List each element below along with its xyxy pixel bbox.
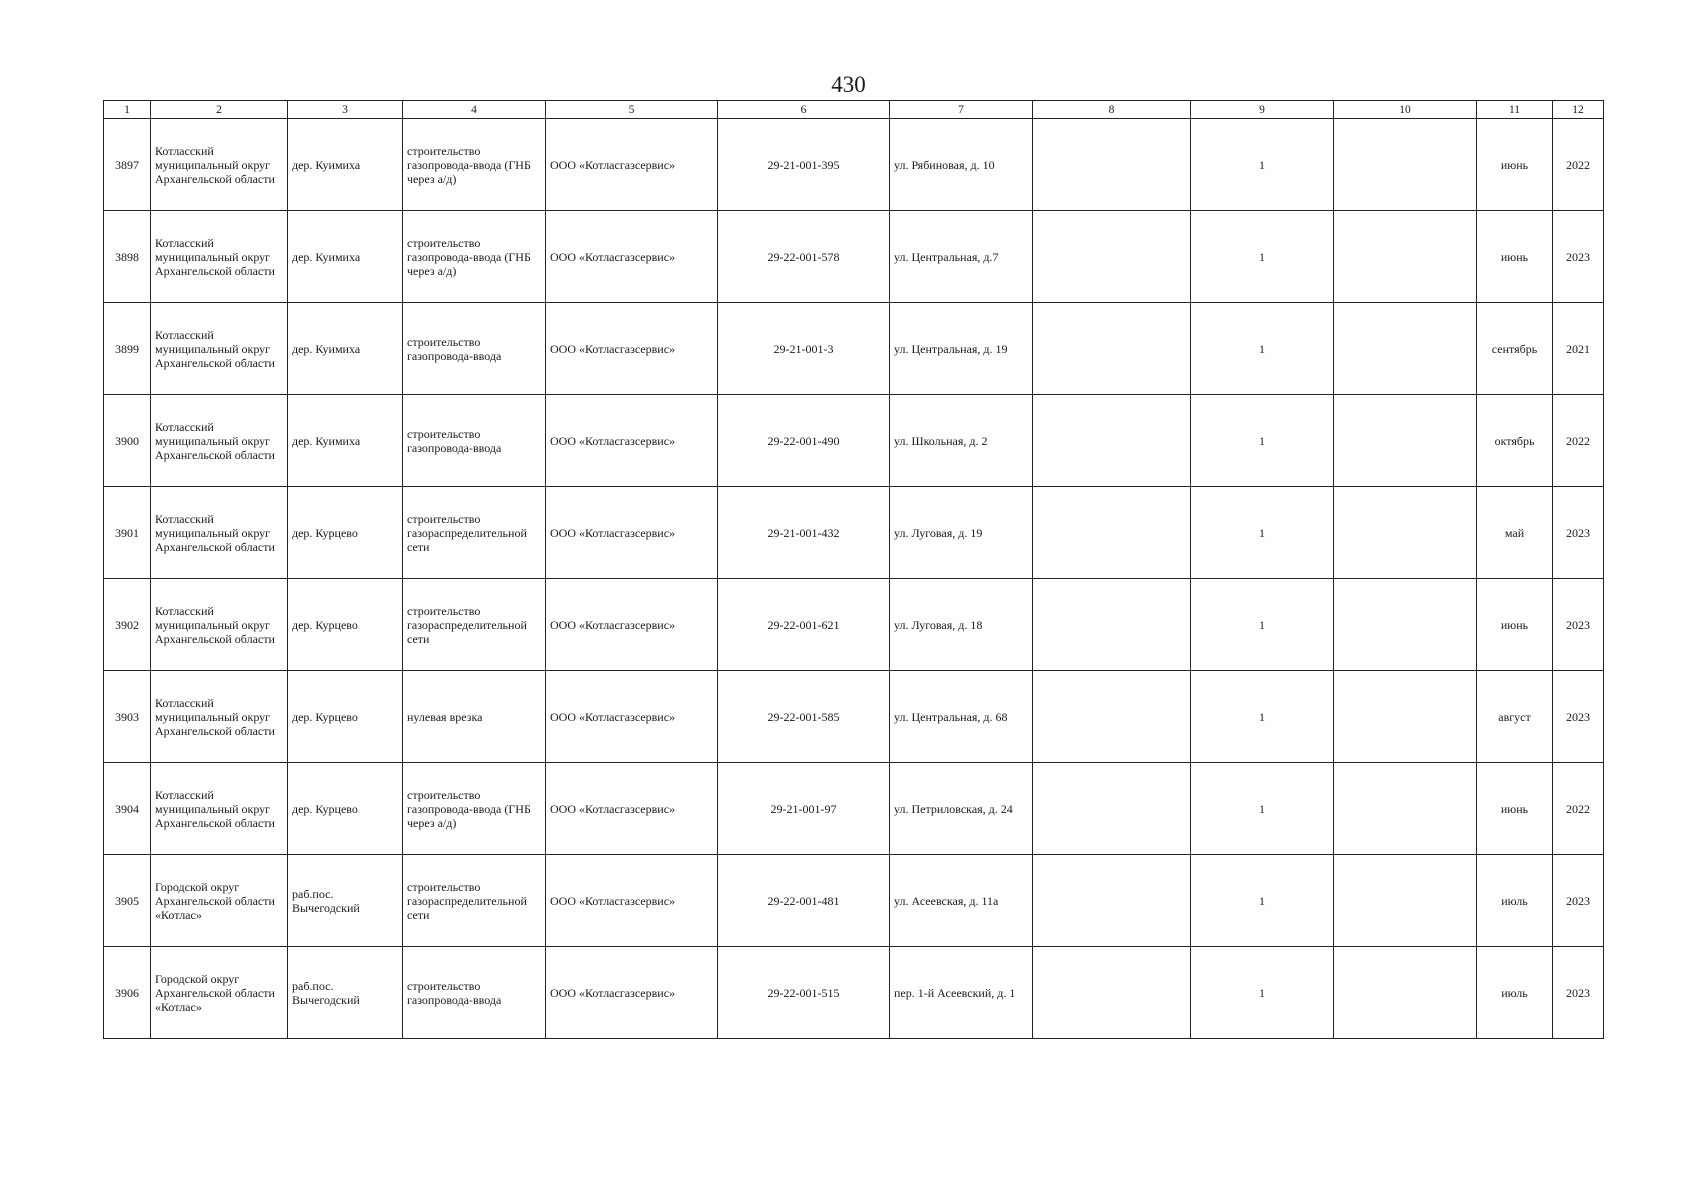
column-8-cell: [1033, 855, 1191, 947]
address-cell-text: ул. Асеевская, д. 11а: [894, 893, 999, 908]
column-header: 1: [104, 101, 151, 119]
organization-cell-text: ООО «Котласгазсервис»: [550, 433, 676, 448]
row-number-cell-text: 3901: [115, 525, 139, 540]
year-cell-text: 2023: [1566, 893, 1590, 908]
column-header: 4: [403, 101, 546, 119]
locality-cell-text: дер. Курцево: [292, 617, 358, 632]
organization-cell-text: ООО «Котласгазсервис»: [550, 893, 676, 908]
municipality-cell-text: Городской округ Архангельской области «Котлас»: [155, 971, 275, 1014]
quantity-cell: [1191, 119, 1334, 211]
quantity-cell: [1191, 211, 1334, 303]
column-8-cell: [1033, 671, 1191, 763]
quantity-cell-text: 1: [1259, 341, 1265, 356]
month-cell: [1477, 211, 1553, 303]
municipality-cell-text: Котласский муниципальный округ Архангельской области: [155, 603, 275, 646]
month-cell-text: август: [1498, 709, 1531, 724]
municipality-cell: [151, 395, 288, 487]
month-cell: [1477, 855, 1553, 947]
organization-cell: [546, 671, 718, 763]
address-cell: [890, 855, 1033, 947]
object-code-cell-text: 29-22-001-621: [767, 617, 840, 632]
work-type-cell-text: строительство газопровода-ввода (ГНБ через а/д): [407, 787, 531, 830]
organization-cell-text: ООО «Котласгазсервис»: [550, 985, 676, 1000]
municipality-cell: [151, 579, 288, 671]
work-type-cell: [403, 119, 546, 211]
month-cell-text: июль: [1501, 893, 1528, 908]
column-10-cell: [1334, 855, 1477, 947]
row-number-cell-text: 3902: [115, 617, 139, 632]
work-type-cell-text: строительство газопровода-ввода: [407, 426, 502, 455]
quantity-cell: [1191, 763, 1334, 855]
column-8-cell: [1033, 211, 1191, 303]
object-code-cell: [718, 671, 890, 763]
locality-cell-text: дер. Курцево: [292, 709, 358, 724]
year-cell-text: 2023: [1566, 709, 1590, 724]
quantity-cell: [1191, 395, 1334, 487]
table-row: [104, 855, 1604, 947]
month-cell-text: июнь: [1500, 617, 1529, 632]
address-cell-text: ул. Центральная, д. 19: [894, 341, 1008, 356]
row-number-cell-text: 3898: [115, 249, 139, 264]
locality-cell: [288, 947, 403, 1039]
month-cell: [1477, 579, 1553, 671]
object-code-cell-text: 29-22-001-515: [767, 985, 840, 1000]
object-code-cell: [718, 487, 890, 579]
object-code-cell: [718, 947, 890, 1039]
column-header: 11: [1477, 101, 1553, 119]
address-cell-text: ул. Петриловская, д. 24: [894, 801, 1013, 816]
object-code-cell-text: 29-21-001-97: [770, 801, 837, 816]
month-cell-text: июль: [1501, 985, 1528, 1000]
column-header: 9: [1191, 101, 1334, 119]
address-cell: [890, 763, 1033, 855]
quantity-cell-text: 1: [1259, 433, 1265, 448]
column-8-cell: [1033, 395, 1191, 487]
quantity-cell: [1191, 303, 1334, 395]
year-cell: [1553, 395, 1604, 487]
year-cell: [1553, 947, 1604, 1039]
row-number-cell-text: 3900: [115, 433, 139, 448]
locality-cell-text: дер. Курцево: [292, 525, 358, 540]
month-cell: [1477, 947, 1553, 1039]
column-header: 12: [1553, 101, 1604, 119]
locality-cell-text: раб.пос. Вычегодский: [292, 886, 360, 915]
organization-cell: [546, 211, 718, 303]
year-cell-text: 2022: [1566, 157, 1590, 172]
work-type-cell: [403, 303, 546, 395]
municipality-cell-text: Котласский муниципальный округ Архангельской области: [155, 235, 275, 278]
quantity-cell-text: 1: [1259, 801, 1265, 816]
work-type-cell: [403, 947, 546, 1039]
organization-cell-text: ООО «Котласгазсервис»: [550, 525, 676, 540]
column-header: 5: [546, 101, 718, 119]
municipality-cell-text: Городской округ Архангельской области «Котлас»: [155, 879, 275, 922]
organization-cell-text: ООО «Котласгазсервис»: [550, 617, 676, 632]
work-type-cell-text: строительство газораспределительной сети: [407, 879, 527, 922]
column-10-cell: [1334, 395, 1477, 487]
column-header: 7: [890, 101, 1033, 119]
work-type-cell: [403, 855, 546, 947]
table-row: [104, 395, 1604, 487]
municipality-cell: [151, 487, 288, 579]
organization-cell: [546, 763, 718, 855]
work-type-cell-text: строительство газопровода-ввода (ГНБ через а/д): [407, 143, 531, 186]
year-cell-text: 2021: [1566, 341, 1590, 356]
locality-cell-text: дер. Куимиха: [292, 157, 361, 172]
table-row: [104, 119, 1604, 211]
page-number: 430: [831, 72, 866, 97]
locality-cell: [288, 671, 403, 763]
month-cell-text: июнь: [1500, 249, 1529, 264]
quantity-cell: [1191, 947, 1334, 1039]
row-number-cell: [104, 671, 151, 763]
row-number-cell: [104, 855, 151, 947]
row-number-cell: [104, 487, 151, 579]
month-cell-text: сентябрь: [1491, 341, 1538, 356]
column-8-cell: [1033, 947, 1191, 1039]
work-type-cell-text: строительство газораспределительной сети: [407, 511, 527, 554]
column-header: 2: [151, 101, 288, 119]
address-cell-text: ул. Центральная, д.7: [894, 249, 999, 264]
organization-cell: [546, 119, 718, 211]
municipality-cell: [151, 119, 288, 211]
locality-cell: [288, 579, 403, 671]
organization-cell: [546, 395, 718, 487]
month-cell-text: июнь: [1500, 801, 1529, 816]
column-8-cell: [1033, 119, 1191, 211]
object-code-cell: [718, 763, 890, 855]
table-row: [104, 211, 1604, 303]
row-number-cell-text: 3906: [115, 985, 139, 1000]
object-code-cell: [718, 303, 890, 395]
row-number-cell: [104, 763, 151, 855]
municipality-cell-text: Котласский муниципальный округ Архангельской области: [155, 419, 275, 462]
year-cell-text: 2023: [1566, 617, 1590, 632]
address-cell-text: пер. 1-й Асеевский, д. 1: [894, 985, 1016, 1000]
column-10-cell: [1334, 119, 1477, 211]
row-number-cell-text: 3904: [115, 801, 139, 816]
address-cell-text: ул. Луговая, д. 19: [894, 525, 983, 540]
quantity-cell: [1191, 855, 1334, 947]
quantity-cell-text: 1: [1259, 617, 1265, 632]
work-type-cell-text: нулевая врезка: [407, 709, 483, 724]
work-type-cell: [403, 211, 546, 303]
row-number-cell-text: 3897: [115, 157, 139, 172]
year-cell: [1553, 119, 1604, 211]
municipality-cell: [151, 947, 288, 1039]
object-code-cell-text: 29-22-001-490: [767, 433, 840, 448]
table-row: [104, 671, 1604, 763]
address-cell-text: ул. Луговая, д. 18: [894, 617, 983, 632]
year-cell-text: 2023: [1566, 985, 1590, 1000]
address-cell: [890, 671, 1033, 763]
locality-cell: [288, 119, 403, 211]
locality-cell-text: дер. Куимиха: [292, 249, 361, 264]
month-cell: [1477, 395, 1553, 487]
column-header: 3: [288, 101, 403, 119]
column-header: 8: [1033, 101, 1191, 119]
locality-cell-text: дер. Куимиха: [292, 341, 361, 356]
month-cell: [1477, 119, 1553, 211]
table-row: [104, 947, 1604, 1039]
object-code-cell-text: 29-21-001-3: [773, 341, 834, 356]
organization-cell: [546, 579, 718, 671]
municipality-cell: [151, 763, 288, 855]
month-cell-text: июнь: [1500, 157, 1529, 172]
year-cell: [1553, 579, 1604, 671]
month-cell-text: май: [1504, 525, 1525, 540]
year-cell-text: 2023: [1566, 249, 1590, 264]
column-8-cell: [1033, 487, 1191, 579]
column-10-cell: [1334, 487, 1477, 579]
locality-cell: [288, 487, 403, 579]
organization-cell-text: ООО «Котласгазсервис»: [550, 249, 676, 264]
object-code-cell: [718, 119, 890, 211]
address-cell: [890, 119, 1033, 211]
municipality-cell-text: Котласский муниципальный округ Архангельской области: [155, 143, 275, 186]
row-number-cell: [104, 947, 151, 1039]
row-number-cell: [104, 303, 151, 395]
column-header: 6: [718, 101, 890, 119]
column-10-cell: [1334, 211, 1477, 303]
month-cell-text: октябрь: [1494, 433, 1535, 448]
organization-cell: [546, 947, 718, 1039]
quantity-cell-text: 1: [1259, 525, 1265, 540]
quantity-cell-text: 1: [1259, 893, 1265, 908]
locality-cell: [288, 763, 403, 855]
locality-cell: [288, 303, 403, 395]
year-cell: [1553, 671, 1604, 763]
municipality-cell-text: Котласский муниципальный округ Архангельской области: [155, 695, 275, 738]
table-row: [104, 763, 1604, 855]
row-number-cell: [104, 211, 151, 303]
address-cell: [890, 303, 1033, 395]
quantity-cell: [1191, 671, 1334, 763]
address-cell: [890, 579, 1033, 671]
work-type-cell-text: строительство газораспределительной сети: [407, 603, 527, 646]
work-type-cell-text: строительство газопровода-ввода: [407, 978, 502, 1007]
object-code-cell: [718, 855, 890, 947]
month-cell: [1477, 487, 1553, 579]
work-type-cell: [403, 395, 546, 487]
locality-cell-text: дер. Куимиха: [292, 433, 361, 448]
month-cell: [1477, 763, 1553, 855]
column-10-cell: [1334, 671, 1477, 763]
column-10-cell: [1334, 303, 1477, 395]
table-row: [104, 303, 1604, 395]
municipality-cell: [151, 211, 288, 303]
object-code-cell: [718, 395, 890, 487]
municipality-cell-text: Котласский муниципальный округ Архангельской области: [155, 511, 275, 554]
address-cell: [890, 947, 1033, 1039]
column-8-cell: [1033, 579, 1191, 671]
row-number-cell: [104, 579, 151, 671]
work-type-cell: [403, 671, 546, 763]
year-cell-text: 2023: [1566, 525, 1590, 540]
row-number-cell-text: 3903: [115, 709, 139, 724]
month-cell: [1477, 671, 1553, 763]
locality-cell-text: дер. Курцево: [292, 801, 358, 816]
year-cell-text: 2022: [1566, 433, 1590, 448]
column-10-cell: [1334, 947, 1477, 1039]
address-cell: [890, 487, 1033, 579]
row-number-cell-text: 3899: [115, 341, 139, 356]
municipality-cell: [151, 855, 288, 947]
table-row: [104, 487, 1604, 579]
address-cell-text: ул. Школьная, д. 2: [894, 433, 988, 448]
municipality-cell: [151, 671, 288, 763]
object-code-cell-text: 29-21-001-432: [767, 525, 840, 540]
quantity-cell: [1191, 487, 1334, 579]
organization-cell: [546, 487, 718, 579]
locality-cell: [288, 211, 403, 303]
address-cell: [890, 211, 1033, 303]
column-8-cell: [1033, 763, 1191, 855]
quantity-cell-text: 1: [1259, 249, 1265, 264]
municipality-cell-text: Котласский муниципальный округ Архангельской области: [155, 787, 275, 830]
object-code-cell-text: 29-22-001-585: [767, 709, 840, 724]
work-type-cell: [403, 487, 546, 579]
work-type-cell: [403, 579, 546, 671]
column-8-cell: [1033, 303, 1191, 395]
organization-cell: [546, 855, 718, 947]
organization-cell-text: ООО «Котласгазсервис»: [550, 341, 676, 356]
row-number-cell-text: 3905: [115, 893, 139, 908]
register-table: [103, 100, 1604, 1039]
work-type-cell-text: строительство газопровода-ввода: [407, 334, 502, 363]
quantity-cell: [1191, 579, 1334, 671]
organization-cell-text: ООО «Котласгазсервис»: [550, 709, 676, 724]
organization-cell-text: ООО «Котласгазсервис»: [550, 801, 676, 816]
year-cell: [1553, 763, 1604, 855]
column-10-cell: [1334, 579, 1477, 671]
register-body: [104, 119, 1604, 1039]
organization-cell: [546, 303, 718, 395]
object-code-cell: [718, 579, 890, 671]
municipality-cell: [151, 303, 288, 395]
work-type-cell-text: строительство газопровода-ввода (ГНБ через а/д): [407, 235, 531, 278]
object-code-cell: [718, 211, 890, 303]
quantity-cell-text: 1: [1259, 985, 1265, 1000]
work-type-cell: [403, 763, 546, 855]
column-10-cell: [1334, 763, 1477, 855]
object-code-cell-text: 29-22-001-578: [767, 249, 840, 264]
object-code-cell-text: 29-21-001-395: [767, 157, 840, 172]
column-number-row: [104, 101, 1604, 119]
year-cell: [1553, 855, 1604, 947]
year-cell: [1553, 211, 1604, 303]
address-cell-text: ул. Рябиновая, д. 10: [894, 157, 995, 172]
quantity-cell-text: 1: [1259, 157, 1265, 172]
locality-cell: [288, 855, 403, 947]
year-cell: [1553, 303, 1604, 395]
year-cell: [1553, 487, 1604, 579]
organization-cell-text: ООО «Котласгазсервис»: [550, 157, 676, 172]
row-number-cell: [104, 119, 151, 211]
table-row: [104, 579, 1604, 671]
column-header: 10: [1334, 101, 1477, 119]
address-cell-text: ул. Центральная, д. 68: [894, 709, 1008, 724]
municipality-cell-text: Котласский муниципальный округ Архангельской области: [155, 327, 275, 370]
object-code-cell-text: 29-22-001-481: [767, 893, 840, 908]
address-cell: [890, 395, 1033, 487]
year-cell-text: 2022: [1566, 801, 1590, 816]
locality-cell: [288, 395, 403, 487]
row-number-cell: [104, 395, 151, 487]
quantity-cell-text: 1: [1259, 709, 1265, 724]
month-cell: [1477, 303, 1553, 395]
locality-cell-text: раб.пос. Вычегодский: [292, 978, 360, 1007]
